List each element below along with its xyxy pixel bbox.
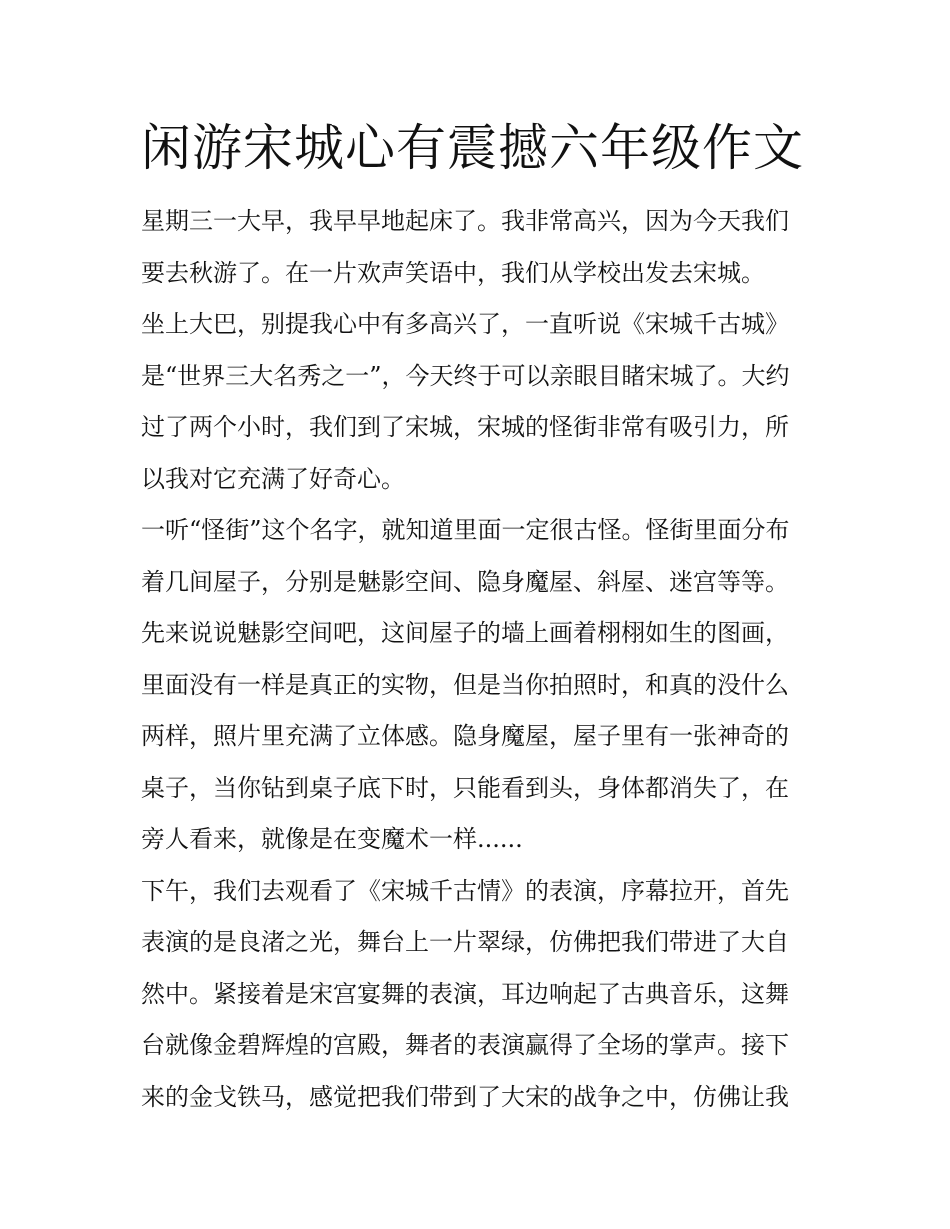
text-line-12: 桌子，当你钻到桌子底下时，只能看到头，身体都消失了，在: [141, 773, 789, 802]
text-line-18: 来的金戈铁马，感觉把我们带到了大宋的战争之中，仿佛让我: [141, 1082, 789, 1111]
text-line-3: 坐上大巴，别提我心中有多高兴了，一直听说《宋城千古城》: [141, 310, 789, 338]
text-line-1: 星期三一大早，我早早地起床了。我非常高兴，因为今天我们: [141, 207, 789, 235]
text-line-8: 着几间屋子，分别是魅影空间、隐身魔屋、斜屋、迷宫等等。: [141, 567, 789, 596]
text-line-9: 先来说说魅影空间吧，这间屋子的墙上画着栩栩如生的图画，: [141, 619, 789, 647]
text-line-14: 下午，我们去观看了《宋城千古情》的表演，序幕拉开，首先: [141, 876, 789, 905]
text-line-10: 里面没有一样是真正的实物，但是当你拍照时，和真的没什么: [141, 670, 789, 699]
text-line-17: 台就像金碧辉煌的宫殿，舞者的表演赢得了全场的掌声。接下: [141, 1031, 789, 1059]
text-line-6: 以我对它充满了好奇心。: [141, 464, 405, 493]
text-line-16: 然中。紧接着是宋宫宴舞的表演，耳边响起了古典音乐，这舞: [141, 979, 789, 1008]
text-line-4: 是“世界三大名秀之一”，今天终于可以亲眼目睹宋城了。大约: [141, 361, 790, 390]
text-line-7: 一听“怪街”这个名字，就知道里面一定很古怪。怪街里面分布: [141, 516, 790, 544]
text-line-5: 过了两个小时，我们到了宋城，宋城的怪街非常有吸引力，所: [141, 413, 789, 441]
text-line-2: 要去秋游了。在一片欢声笑语中，我们从学校出发去宋城。: [141, 258, 765, 287]
document-body: [141, 196, 813, 1123]
text-line-13: 旁人看来，就像是在变魔术一样......: [141, 825, 523, 853]
text-line-11: 两样，照片里充满了立体感。隐身魔屋，屋子里有一张神奇的: [141, 722, 789, 750]
document-page: [141, 112, 813, 1123]
document-title: 闲游宋城心有震撼六年级作文: [141, 119, 804, 177]
text-line-15: 表演的是良渚之光，舞台上一片翠绿，仿佛把我们带进了大自: [141, 928, 789, 956]
